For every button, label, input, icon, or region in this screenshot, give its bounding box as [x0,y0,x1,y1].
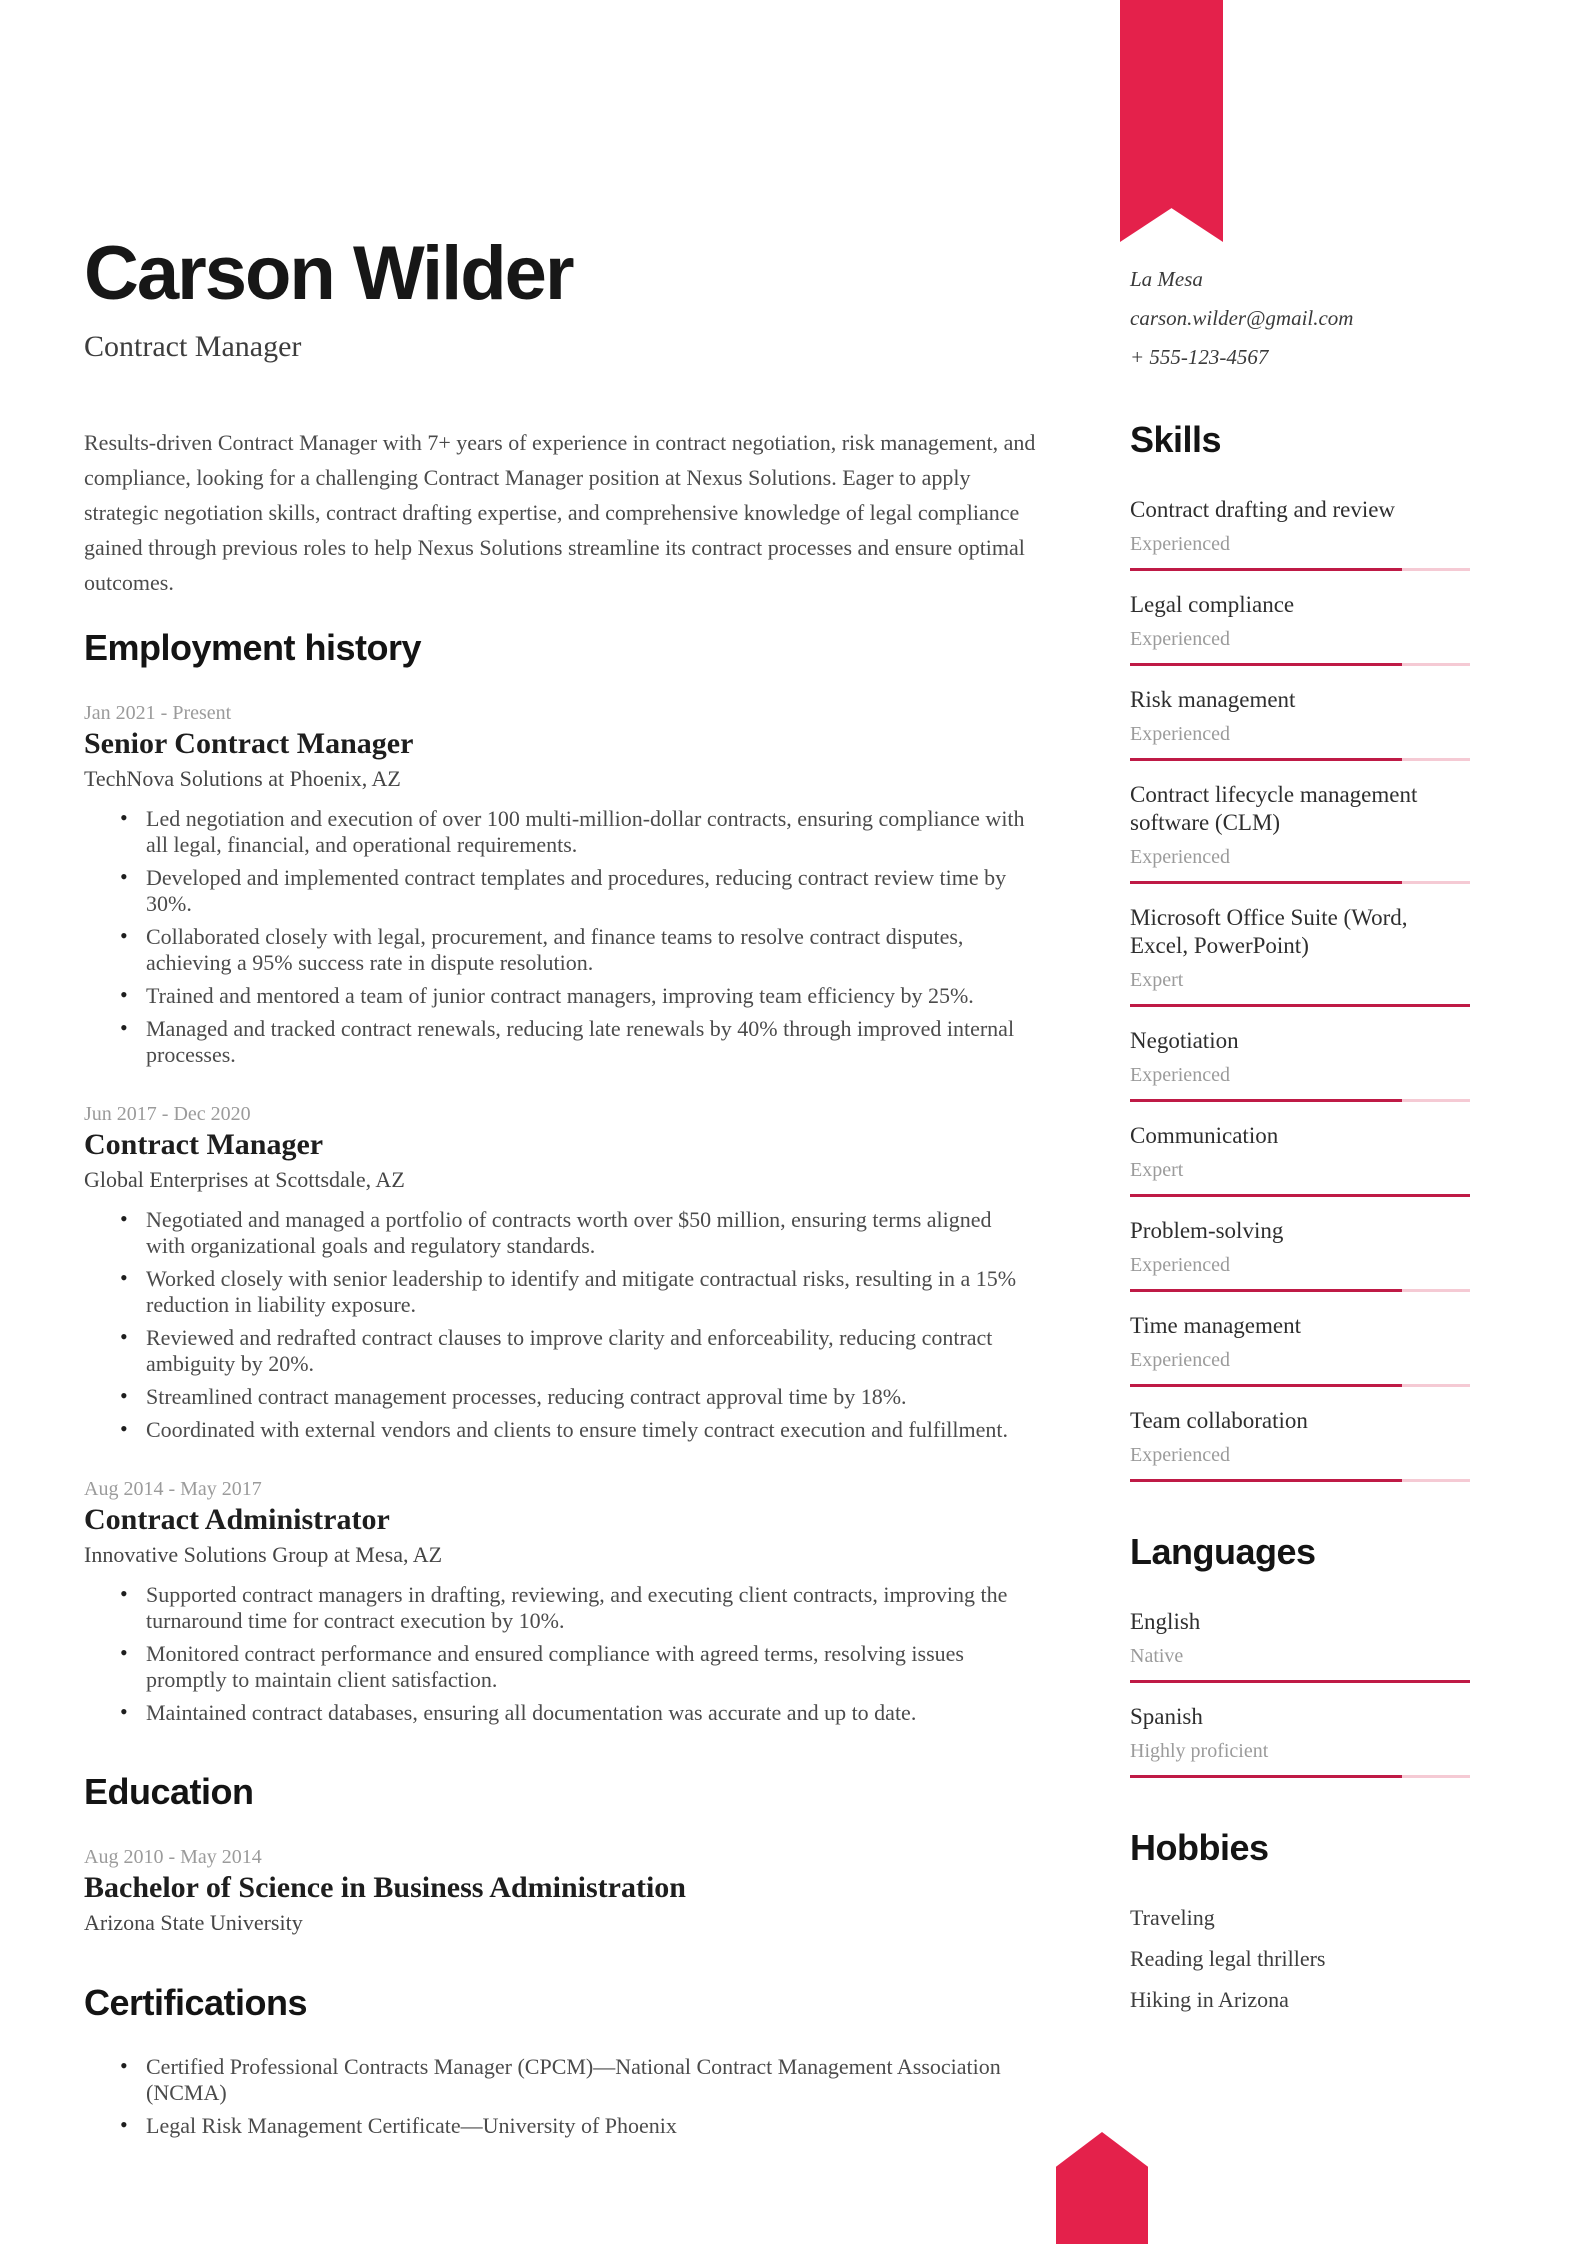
hobby-item: Reading legal thrillers [1130,1946,1326,1971]
hobbies-list [1130,1904,1470,2014]
skill-bar [1130,1479,1470,1482]
skill-item [1130,1407,1470,1482]
job-title: Contract Administrator [84,1503,390,1536]
job-bullet: • Monitored contract performance and ensured compliance with agreed terms, resolving issues promptly to maintain client satisfaction. [120,1641,1036,1693]
skill-item [1130,496,1470,571]
skill-bar-fill [1130,758,1402,761]
section-heading-languages: Languages [1130,1531,1316,1572]
job-bullet: • Negotiated and managed a portfolio of contracts worth over $50 million, ensuring terms aligned with organizational goals and regulatory standards. [120,1207,1036,1259]
skill-name: Negotiation [1130,1028,1239,1053]
skill-bar-fill [1130,663,1402,666]
skill-name: Time management [1130,1313,1301,1338]
skill-bar-fill [1130,1099,1402,1102]
skill-item [1130,1027,1470,1102]
job-bullet: • Developed and implemented contract templates and procedures, reducing contract review time by 30%. [120,865,1036,917]
job-bullet-list [84,1582,1036,1726]
skill-item [1130,781,1470,884]
contact-location: La Mesa [1130,267,1203,291]
skill-bar-fill [1130,881,1402,884]
skill-name: Communication [1130,1123,1279,1148]
skill-bar-fill [1130,568,1402,571]
job-company: TechNova Solutions at Phoenix, AZ [84,766,401,791]
skill-level: Experienced [1130,628,1230,650]
skill-item [1130,686,1470,761]
skill-level: Experienced [1130,723,1230,745]
language-item [1130,1703,1470,1778]
section-heading-employment: Employment history [84,627,422,668]
language-bar [1130,1775,1470,1778]
skill-name: Contract drafting and review [1130,497,1396,522]
skill-item [1130,591,1470,666]
skill-level: Experienced [1130,846,1230,868]
job-entry [84,1102,1036,1443]
skill-bar-fill [1130,1194,1470,1197]
certification-item: • Certified Professional Contracts Manager (CPCM)—National Contract Management Association (NCMA) [120,2054,1036,2106]
languages-list [1130,1608,1470,1778]
skill-bar [1130,1289,1470,1292]
job-bullet: • Streamlined contract management processes, reducing contract approval time by 18%. [120,1384,1036,1410]
skill-level: Expert [1130,969,1184,991]
job-title: Senior Contract Manager [84,727,414,760]
skill-item [1130,1122,1470,1197]
job-bullet: • Maintained contract databases, ensuring all documentation was accurate and up to date. [120,1700,1036,1726]
skill-bar [1130,568,1470,571]
job-list [84,701,1036,1726]
job-title: Contract Manager [84,1128,324,1161]
sidebar [1130,0,1470,2244]
candidate-name: Carson Wilder [84,231,573,316]
skill-name: Risk management [1130,687,1296,712]
job-company: Innovative Solutions Group at Mesa, AZ [84,1542,443,1567]
job-bullet: • Worked closely with senior leadership to identify and mitigate contractual risks, resulting in a 15% reduction in liability exposure. [120,1266,1036,1318]
language-name: Spanish [1130,1704,1203,1729]
job-bullet: • Supported contract managers in drafting, reviewing, and executing client contracts, improving the turnaround time for contract execution by 10%. [120,1582,1036,1634]
skill-level: Expert [1130,1159,1184,1181]
language-level: Native [1130,1645,1184,1667]
skill-name: Problem-solving [1130,1218,1284,1243]
education-dates: Aug 2010 - May 2014 [84,1846,262,1868]
skill-item [1130,1217,1470,1292]
skill-level: Experienced [1130,1254,1230,1276]
skill-level: Experienced [1130,1444,1230,1466]
education-school: Arizona State University [84,1910,303,1935]
skill-bar [1130,1099,1470,1102]
skill-bar-fill [1130,1479,1402,1482]
bookmark-ribbon-icon [1120,0,1223,242]
profile-summary: Results-driven Contract Manager with 7+ years of experience in contract negotiation, risk management, and compliance, looking for a challenging Contract Manager position at Nexus Solutions. Eager to apply strategic negotiation skills, contract drafting expertise, and comprehensive knowledge of legal compliance gained through previous roles to help Nexus Solutions streamline its contract processes and ensure optimal outcomes. [84,430,1036,595]
skills-list [1130,496,1470,1482]
job-entry [84,1477,1036,1726]
job-company: Global Enterprises at Scottsdale, AZ [84,1167,405,1192]
job-bullet-list [84,806,1036,1068]
skill-bar [1130,663,1470,666]
hobby-item: Hiking in Arizona [1130,1987,1289,2012]
skill-name: Contract lifecycle management software (CLM) [1130,782,1418,835]
job-bullet: • Coordinated with external vendors and clients to ensure timely contract execution and fulfillment. [120,1417,1036,1443]
skill-bar [1130,1194,1470,1197]
language-bar-fill [1130,1775,1402,1778]
skill-level: Experienced [1130,1349,1230,1371]
language-item [1130,1608,1470,1683]
skill-level: Experienced [1130,533,1230,555]
section-heading-skills: Skills [1130,419,1222,460]
main-column [84,0,1036,2244]
certification-list [84,2054,1036,2139]
section-heading-education: Education [84,1771,254,1812]
contact-email: carson.wilder@gmail.com [1130,306,1354,330]
job-bullet: • Managed and tracked contract renewals, reducing late renewals by 40% through improved internal processes. [120,1016,1036,1068]
job-bullet: • Collaborated closely with legal, procurement, and finance teams to resolve contract disputes, achieving a 95% success rate in dispute resolution. [120,924,1036,976]
contact-phone: + 555-123-4567 [1130,345,1269,369]
job-dates: Aug 2014 - May 2017 [84,1478,262,1500]
job-dates: Jan 2021 - Present [84,702,232,724]
skill-name: Microsoft Office Suite (Word, Excel, PowerPoint) [1130,905,1408,958]
job-dates: Jun 2017 - Dec 2020 [84,1103,251,1125]
skill-bar-fill [1130,1384,1402,1387]
job-bullet: • Led negotiation and execution of over 100 multi-million-dollar contracts, ensuring compliance with all legal, financial, and operational requirements. [120,806,1036,858]
certification-item: • Legal Risk Management Certificate—University of Phoenix [120,2113,1036,2139]
skill-bar [1130,1384,1470,1387]
job-bullet: • Trained and mentored a team of junior contract managers, improving team efficiency by 25%. [120,983,1036,1009]
section-heading-hobbies: Hobbies [1130,1827,1269,1868]
education-entry [84,1845,1036,1937]
education-degree: Bachelor of Science in Business Administration [84,1871,686,1904]
job-bullet: • Reviewed and redrafted contract clauses to improve clarity and enforceability, reducing contract ambiguity by 20%. [120,1325,1036,1377]
skill-item [1130,904,1470,1007]
skill-bar [1130,1004,1470,1007]
language-name: English [1130,1609,1201,1634]
skill-name: Team collaboration [1130,1408,1308,1433]
language-bar [1130,1680,1470,1683]
skill-bar-fill [1130,1004,1470,1007]
hobby-item: Traveling [1130,1905,1215,1930]
language-bar-fill [1130,1680,1470,1683]
skill-name: Legal compliance [1130,592,1295,617]
candidate-job-title: Contract Manager [84,330,302,363]
section-heading-certifications: Certifications [84,1982,308,2023]
contact-block [1130,266,1470,370]
job-bullet-list [84,1207,1036,1443]
skill-item [1130,1312,1470,1387]
job-entry [84,701,1036,1068]
skill-bar [1130,881,1470,884]
language-level: Highly proficient [1130,1740,1269,1762]
skill-level: Experienced [1130,1064,1230,1086]
skill-bar-fill [1130,1289,1402,1292]
skill-bar [1130,758,1470,761]
